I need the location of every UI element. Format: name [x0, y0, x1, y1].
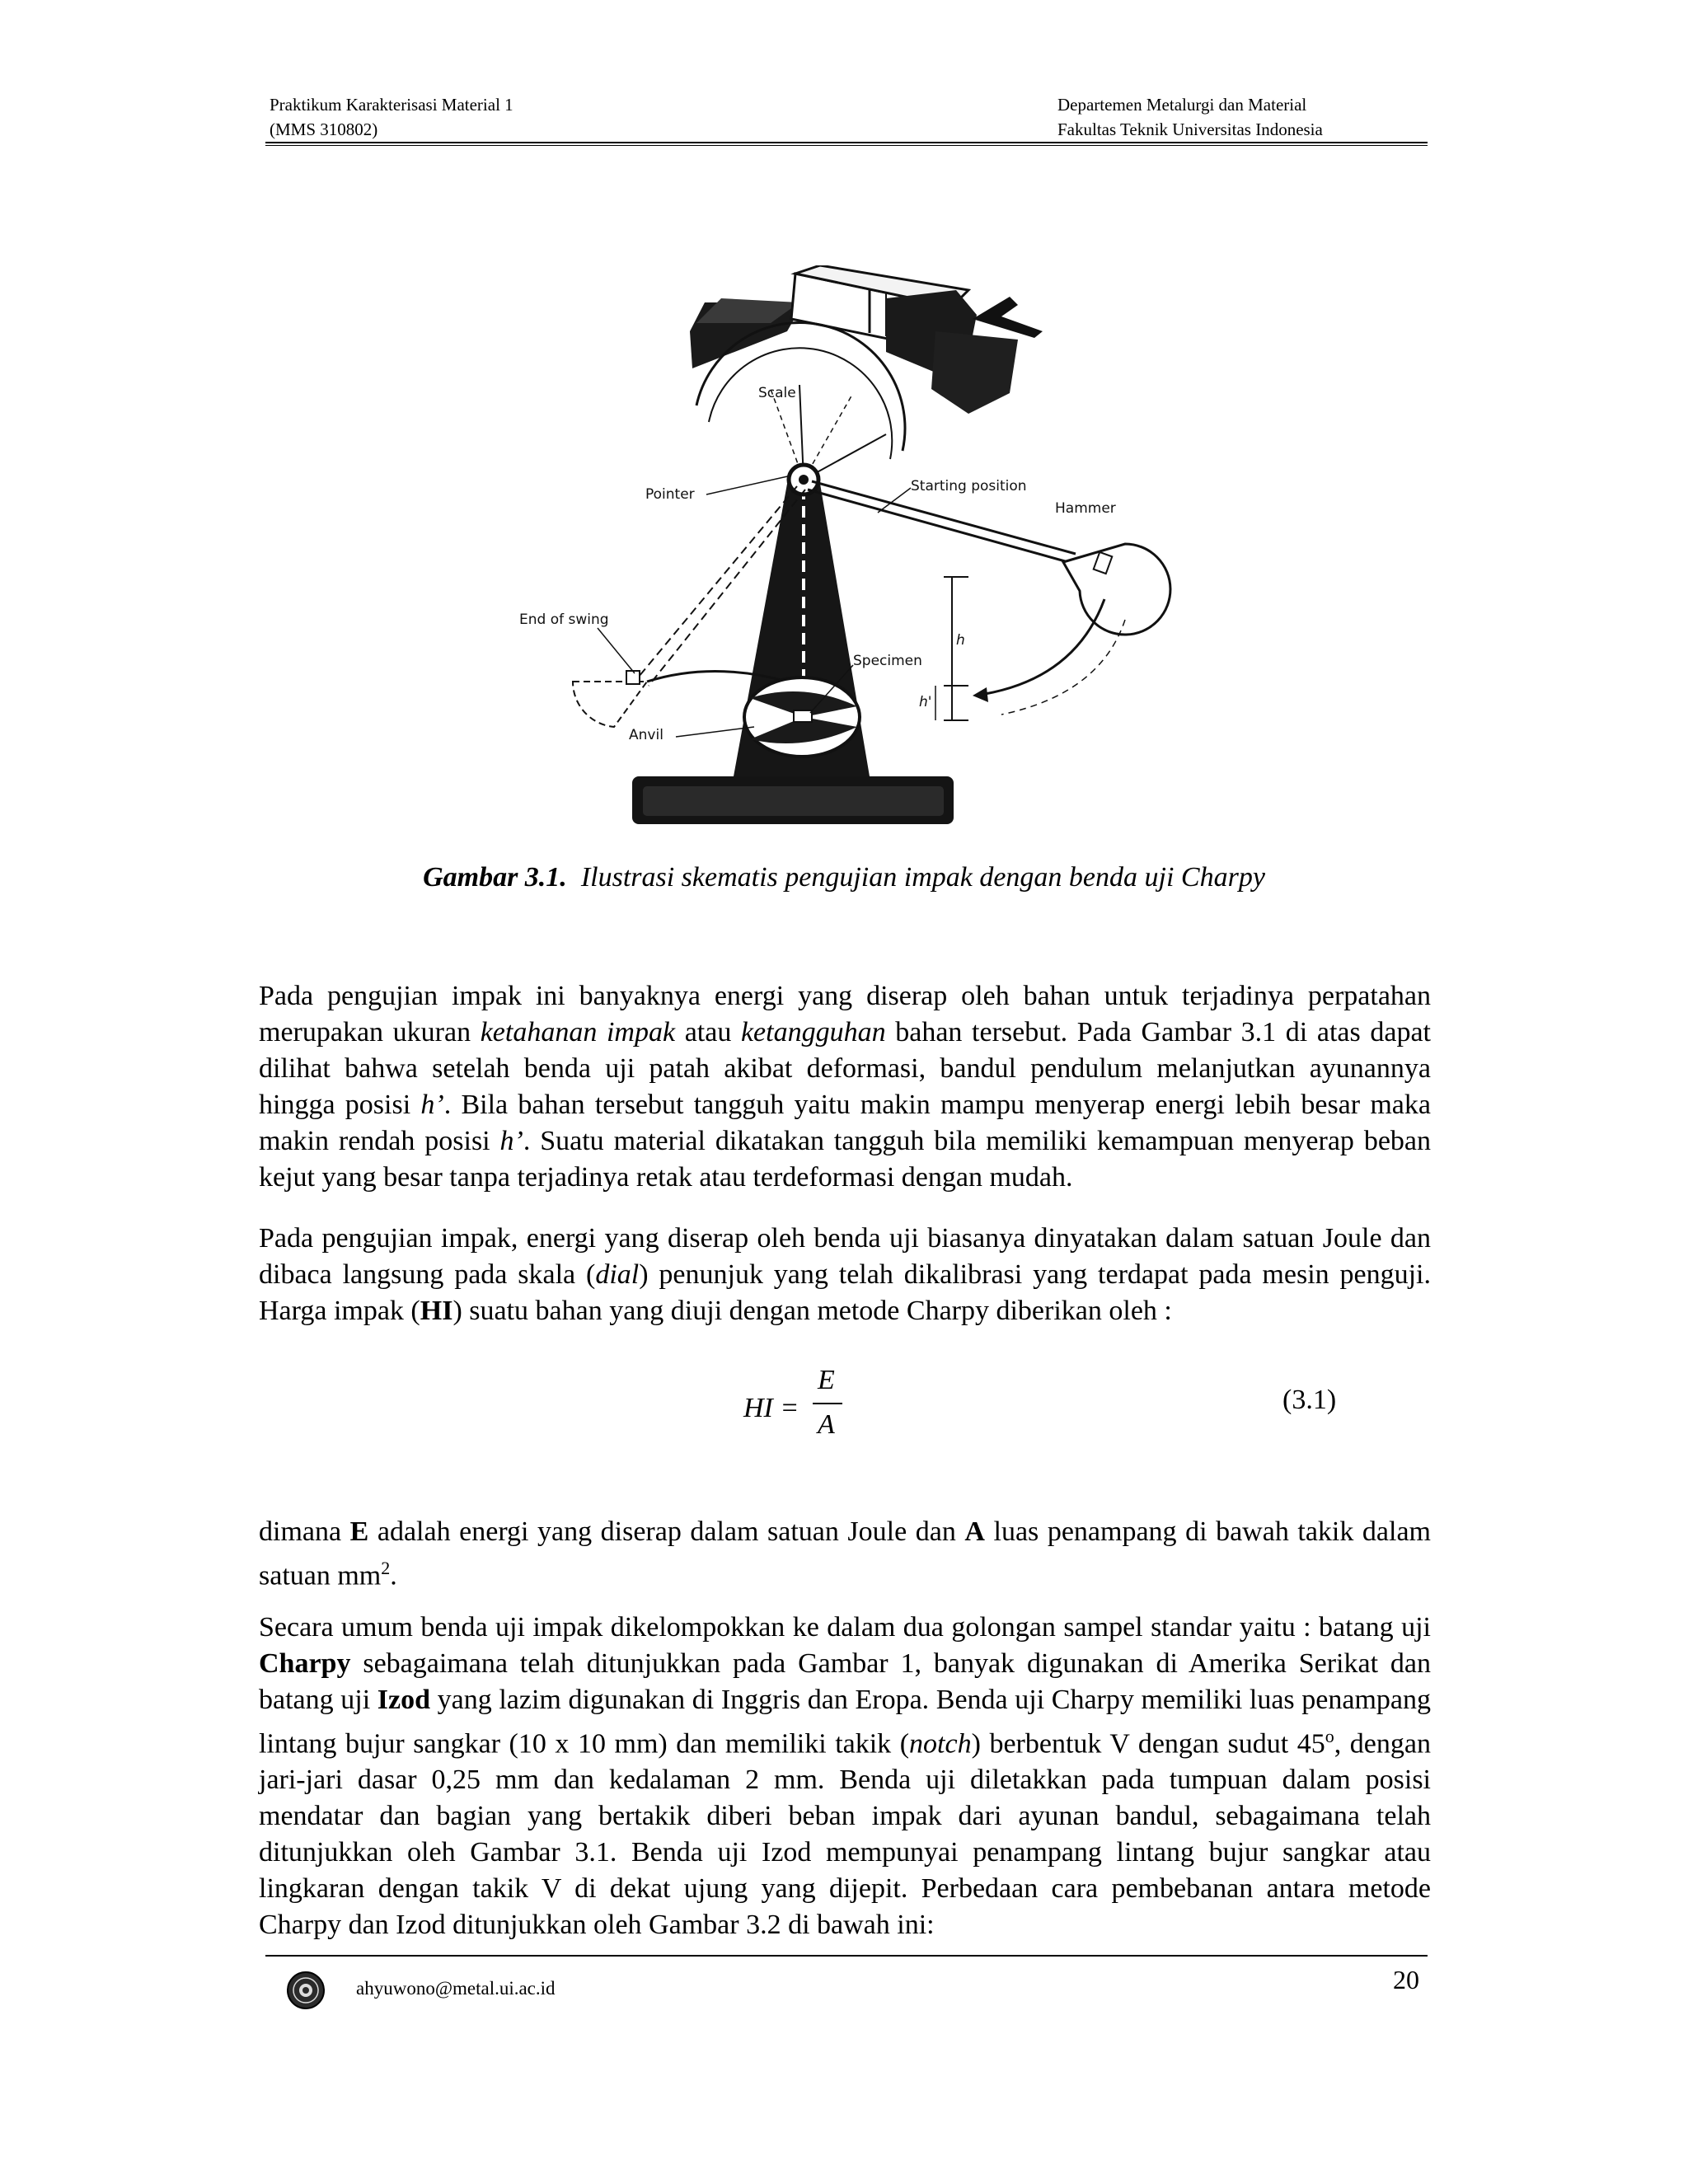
text-run: ) berbentuk V dengan sudut 45 [971, 1728, 1325, 1760]
text-run: Secara umum benda uji impak dikelompokkan ke dalam dua golongan sampel standar yaitu : batang uji [259, 1612, 1431, 1643]
header-right [1057, 92, 1323, 142]
superscript: 2 [381, 1558, 391, 1578]
header-faculty: Fakultas Teknik Universitas Indonesia [1057, 120, 1323, 139]
text-run: Pada pengujian impak ini banyaknya energi yang diserap oleh bahan untuk terjadinya perpatahan merupakan ukuran [259, 981, 1431, 1047]
symbol-e: E [349, 1516, 369, 1547]
caption-number: Gambar 3.1. [423, 862, 567, 893]
label-h: h [956, 632, 965, 649]
charpy-impact-figure [474, 265, 1220, 834]
page-number: 20 [1393, 1965, 1419, 1994]
pendulum-arm [808, 481, 1170, 635]
header-divider [265, 142, 1428, 146]
symbol-h-prime: h’ [499, 1126, 523, 1156]
term-ketahanan-impak: ketahanan impak [480, 1017, 676, 1047]
symbol-h-prime: h’ [420, 1090, 444, 1120]
paragraph-variable-definition [259, 1514, 1431, 1594]
footer-divider [265, 1955, 1428, 1957]
equation-numerator: E [818, 1365, 835, 1395]
term-charpy: Charpy [259, 1648, 351, 1679]
header-department: Departemen Metalurgi dan Material [1057, 95, 1307, 115]
text-run: atau [675, 1017, 741, 1047]
term-dial: dial [595, 1259, 640, 1290]
text-run: bahan tersebut. Pada Gambar 3.1 di atas dapat dilihat bahwa setelah benda uji patah akibat deformasi, bandul pendulum melanjutkan ayunannya hingga posisi [259, 1017, 1431, 1120]
equation-number: (3.1) [1282, 1385, 1337, 1415]
label-starting-position: Starting position [911, 478, 1027, 494]
university-seal-icon [286, 1971, 326, 2010]
label-h-prime: h' [919, 694, 932, 710]
label-anvil: Anvil [629, 727, 663, 743]
text-run: ) suatu bahan yang diuji dengan metode Charpy diberikan oleh : [452, 1296, 1172, 1326]
text-run: adalah energi yang diserap dalam satuan Joule dan [368, 1516, 965, 1547]
figure-caption [0, 862, 1688, 893]
label-end-of-swing: End of swing [519, 612, 609, 628]
text-run: , dengan jari-jari dasar 0,25 mm dan kedalaman 2 mm. Benda uji diletakkan pada tumpuan dalam posisi mendatar dan bagian yang bertakik diberi beban impak dari ayunan bandul, sebagaimana telah ditunjukkan oleh Gambar 3.1. Benda uji Izod mempunyai penampang lintang bujur sangkar atau lingkaran dengan takik V di dekat ujung yang dijepit. Perbedaan cara pembebanan antara metode Charpy dan Izod ditunjukkan oleh Gambar 3.2 di bawah ini: [259, 1728, 1431, 1941]
paragraph-impact-toughness [259, 978, 1431, 1196]
text-run: . [390, 1560, 397, 1591]
equation-denominator: A [818, 1409, 835, 1440]
anvil-assembly [744, 677, 860, 757]
header-course-title: Praktikum Karakterisasi Material 1 [270, 95, 513, 115]
charpy-illustration [474, 265, 1220, 834]
text-run: . Bila bahan tersebut tangguh yaitu makin mampu menyerap energi lebih besar maka makin rendah posisi [259, 1090, 1431, 1156]
equation-lhs: HI = [743, 1393, 799, 1423]
equation-hi [742, 1365, 857, 1451]
header-course-code: (MMS 310802) [270, 120, 378, 139]
text-run: dimana [259, 1516, 350, 1547]
term-hi: HI [420, 1296, 453, 1326]
label-hammer: Hammer [1055, 500, 1116, 517]
header-left [270, 92, 513, 142]
term-notch: notch [909, 1728, 972, 1760]
height-indicator [935, 577, 968, 720]
fraction-bar [813, 1403, 842, 1404]
label-specimen: Specimen [853, 653, 922, 669]
caption-text: Ilustrasi skematis pengujian impak dengan benda uji Charpy [580, 862, 1265, 893]
text-run: yang lazim digunakan di Inggris dan Eropa. Benda uji Charpy memiliki luas penampang lintang bujur sangkar (10 x 10 mm) dan memiliki takik ( [259, 1685, 1431, 1760]
text-run: luas penampang di bawah takik dalam satuan mm [259, 1516, 1431, 1591]
superscript: o [1325, 1726, 1334, 1746]
term-izod: Izod [377, 1685, 431, 1715]
text-run: . Suatu material dikatakan tangguh bila memiliki kemampuan menyerap beban kejut yang besar tanpa terjadinya retak atau terdeformasi dengan mudah. [259, 1126, 1432, 1193]
label-pointer: Pointer [645, 486, 695, 503]
term-ketangguhan: ketangguhan [740, 1017, 886, 1047]
footer-email: ahyuwono@metal.ui.ac.id [356, 1978, 556, 1999]
text-run: ) penunjuk yang telah dikalibrasi yang terdapat pada mesin penguji. Harga impak ( [259, 1259, 1431, 1326]
label-scale: Scale [758, 385, 796, 401]
text-run: Pada pengujian impak, energi yang diserap oleh benda uji biasanya dinyatakan dalam satuan Joule dan dibaca langsung pada skala ( [259, 1223, 1431, 1290]
paragraph-specimen-types [259, 1610, 1431, 1943]
symbol-a: A [964, 1516, 985, 1547]
paragraph-energy-measurement [259, 1221, 1431, 1329]
text-run: sebagaimana telah ditunjukkan pada Gambar 1, banyak digunakan di Amerika Serikat dan batang uji [259, 1648, 1431, 1715]
